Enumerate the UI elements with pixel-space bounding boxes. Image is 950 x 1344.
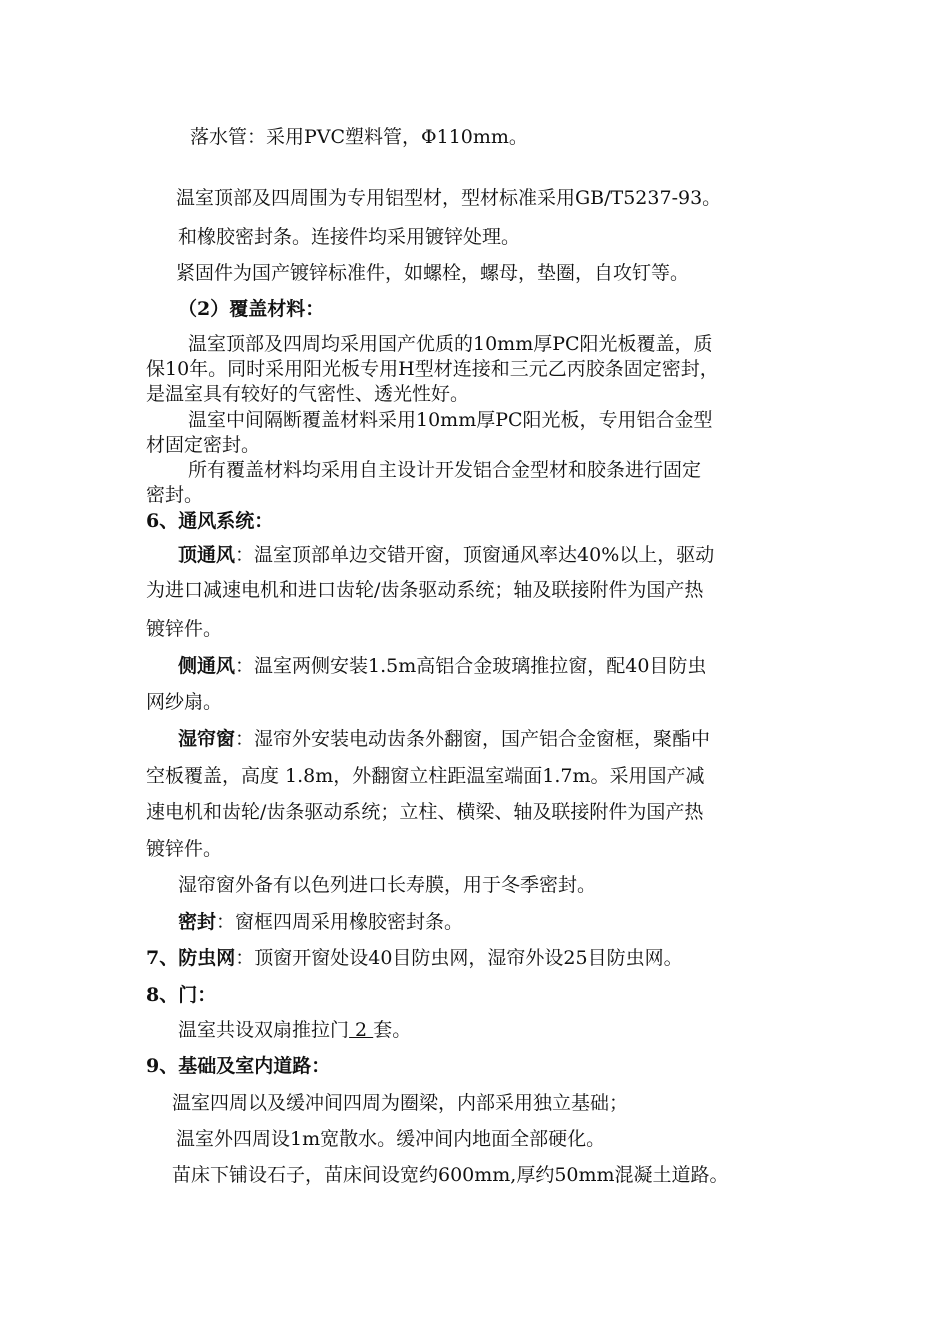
wet-curtain-line-2: 空板覆盖，高度 1.8m，外翻窗立柱距温室端面1.7m。采用国产减 bbox=[146, 765, 705, 787]
wet-curtain-line-4: 镀锌件。 bbox=[146, 838, 223, 860]
door-text-pre: 温室共设双扇推拉门 bbox=[178, 1019, 350, 1041]
wet-curtain-text: ：湿帘外安装电动齿条外翻窗，国产铝合金窗框，聚酯中 bbox=[235, 728, 711, 750]
insect-net-text: ：顶窗开窗处设40目防虫网，湿帘外设25目防虫网。 bbox=[235, 947, 683, 969]
door-text-post: 套。 bbox=[373, 1019, 412, 1041]
covering-p3-line-1: 所有覆盖材料均采用自主设计开发铝合金型材和胶条进行固定 bbox=[188, 459, 702, 481]
foundation-line-2: 温室外四周设1m宽散水。缓冲间内地面全部硬化。 bbox=[176, 1128, 606, 1150]
side-vent-line-2: 网纱扇。 bbox=[146, 691, 223, 713]
frame-line-1: 温室顶部及四周围为专用铝型材，型材标准采用GB/T5237-93。 bbox=[176, 187, 722, 209]
side-vent-label: 侧通风 bbox=[178, 655, 236, 677]
seal-label: 密封 bbox=[178, 911, 217, 933]
side-vent-text: ：温室两侧安装1.5m高铝合金玻璃推拉窗，配40目防虫 bbox=[235, 655, 707, 677]
covering-p2-line-1: 温室中间隔断覆盖材料采用10mm厚PC阳光板，专用铝合金型 bbox=[188, 409, 713, 431]
covering-heading: （2）覆盖材料： bbox=[178, 298, 325, 320]
top-vent-line-3: 镀锌件。 bbox=[146, 618, 223, 640]
top-vent-line-2: 为进口减速电机和进口齿轮/齿条驱动系统；轴及联接附件为国产热 bbox=[146, 579, 704, 601]
foundation-line-1: 温室四周以及缓冲间四周为圈梁，内部采用独立基础； bbox=[172, 1092, 629, 1114]
covering-p1-line-3: 是温室具有较好的气密性、透光性好。 bbox=[146, 383, 470, 405]
top-vent-text: ：温室顶部单边交错开窗，顶窗通风率达40%以上，驱动 bbox=[235, 544, 715, 566]
wet-curtain-label: 湿帘窗 bbox=[178, 728, 236, 750]
seal-line bbox=[178, 910, 463, 934]
covering-p3-line-2: 密封。 bbox=[146, 484, 204, 506]
top-vent-line-1 bbox=[178, 543, 714, 567]
covering-p1-line-2: 保10年。同时采用阳光板专用H型材连接和三元乙丙胶条固定密封， bbox=[146, 358, 719, 380]
seal-text: ：窗框四周采用橡胶密封条。 bbox=[216, 911, 464, 933]
top-vent-label: 顶通风 bbox=[178, 544, 236, 566]
covering-p2-line-2: 材固定密封。 bbox=[146, 434, 261, 456]
wet-curtain-line-1 bbox=[178, 727, 710, 751]
door-count: 2 bbox=[349, 1019, 374, 1041]
insect-net-line bbox=[146, 946, 683, 970]
foundation-heading: 9、基础及室内道路： bbox=[146, 1055, 331, 1077]
foundation-line-3: 苗床下铺设石子，苗床间设宽约600mm,厚约50mm混凝土道路。 bbox=[172, 1164, 729, 1186]
film-line: 湿帘窗外备有以色列进口长寿膜，用于冬季密封。 bbox=[178, 874, 597, 896]
side-vent-line-1 bbox=[178, 654, 706, 678]
frame-line-3: 紧固件为国产镀锌标准件，如螺栓，螺母，垫圈，自攻钉等。 bbox=[176, 262, 690, 284]
covering-p1-line-1: 温室顶部及四周均采用国产优质的10mm厚PC阳光板覆盖，质 bbox=[188, 333, 713, 355]
wet-curtain-line-3: 速电机和齿轮/齿条驱动系统；立柱、横梁、轴及联接附件为国产热 bbox=[146, 801, 704, 823]
door-heading: 8、门： bbox=[146, 984, 217, 1006]
ventilation-heading: 6、通风系统： bbox=[146, 510, 274, 532]
frame-line-2: 和橡胶密封条。连接件均采用镀锌处理。 bbox=[178, 226, 521, 248]
drain-pipe-line: 落水管：采用PVC塑料管，Φ110mm。 bbox=[190, 126, 528, 148]
door-line bbox=[178, 1018, 411, 1042]
insect-net-label: 7、防虫网 bbox=[146, 947, 236, 969]
